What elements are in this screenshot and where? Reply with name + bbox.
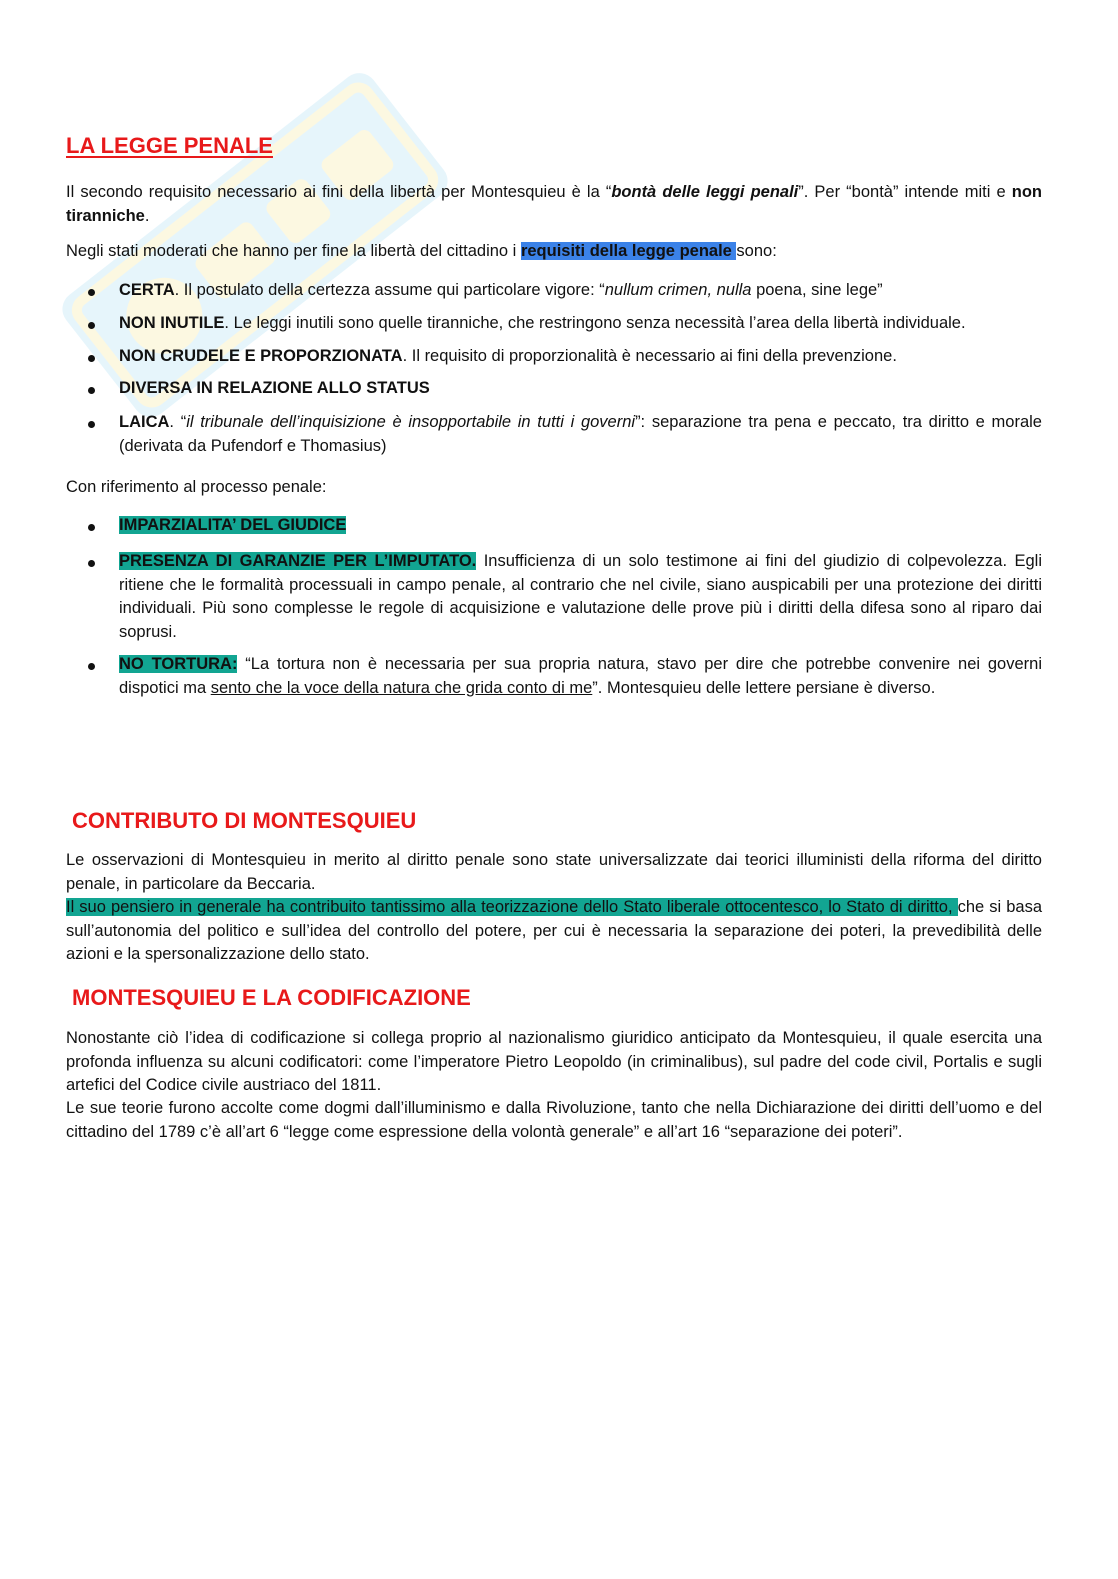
item-italic: il tribunale dell’inquisizione è insopportabile in tutti i governi (186, 413, 636, 431)
highlight-stato-diritto: Il suo pensiero in generale ha contribuito tantissimo alla teorizzazione dello Stato liberale ottocentesco, lo Stato di diritto, (66, 898, 958, 916)
item-label: LAICA (119, 413, 170, 431)
bullet-icon (88, 524, 95, 531)
text-fragment: . (144, 206, 150, 225)
highlight-label: NO TORTURA: (119, 655, 238, 673)
underlined-quote: sento che la voce della natura che grida conto di me (210, 678, 593, 697)
item-label: CERTA (119, 281, 175, 299)
bullet-icon (88, 421, 95, 428)
bold-italic-term: bontà delle leggi penali (611, 183, 799, 201)
item-text: . Il requisito di proporzionalità è necessario ai fini della prevenzione. (402, 347, 897, 365)
list-item-garanzie (66, 550, 1042, 644)
highlight-label: IMPARZIALITA’ DEL GIUDICE (119, 516, 347, 534)
section-title-codificazione: MONTESQUIEU E LA CODIFICAZIONE (72, 985, 471, 1010)
bullet-icon (88, 289, 95, 296)
list-item-imparzialita (66, 514, 1042, 538)
list-item-no-tortura (66, 653, 1042, 700)
text-fragment: sono: (736, 242, 777, 260)
paragraph-osservazioni: Le osservazioni di Montesquieu in merito al diritto penale sono state universalizzate dai teorici illuministi della riforma del diritto penale, in particolare da Beccaria. (66, 851, 1042, 893)
item-label: NON CRUDELE E PROPORZIONATA (119, 347, 403, 365)
bullet-icon (88, 355, 95, 362)
item-text: poena, sine lege” (751, 281, 883, 299)
paragraph-bonta-leggi (66, 181, 1042, 228)
item-text: ”. Montesquieu delle lettere persiane è diverso. (592, 678, 936, 697)
bullet-icon (88, 322, 95, 329)
bullet-icon (88, 663, 95, 670)
paragraph-codificazione: Nonostante ciò l’idea di codificazione si collega proprio al nazionalismo giuridico anticipato da Montesquieu, il quale esercita una profonda influenza su alcuni codificatori: come l’imperatore Pietro Leopoldo (in criminalibus), sul padre del code civil, Portalis e sugli artefici del Codice civile austriaco del 1811. (66, 1029, 1042, 1094)
bold-term: non tiranniche (66, 183, 1042, 225)
item-text: . Le leggi inutili sono quelle tiranniche, che restringono senza necessità l’area della libertà individuale. (224, 314, 966, 332)
text-fragment: Il secondo requisito necessario ai fini della libertà per Montesquieu è la “ (66, 183, 612, 201)
section-title-contributo: CONTRIBUTO DI MONTESQUIEU (72, 808, 417, 833)
paragraph-processo-intro: Con riferimento al processo penale: (66, 478, 327, 496)
item-label: NON INUTILE (119, 314, 225, 332)
item-text: . “ (169, 413, 187, 431)
highlight-requisiti: requisiti della legge penale (520, 242, 737, 260)
highlight-label: PRESENZA DI GARANZIE PER L’IMPUTATO. (119, 552, 477, 570)
list-item-status (66, 377, 1042, 401)
item-text: “La tortura non è necessaria per sua propria natura, stavo per dire che potrebbe convenire nei governi dispotici ma (119, 655, 1042, 697)
item-text: ”: separazione tra pena e peccato, tra diritto e morale (derivata da Pufendorf e Thomasius) (119, 413, 1042, 455)
text-fragment: Negli stati moderati che hanno per fine la libertà del cittadino i (66, 242, 521, 260)
bullet-icon (88, 387, 95, 394)
list-item-non-inutile (66, 312, 1042, 336)
item-text: Insufficienza di un solo testimone ai fini del giudizio di colpevolezza. Egli ritiene che le formalità processuali in campo penale, al contrario che nel civile, siano auspicabili per una protezione dei diritti individuali. Più sono complesse le regole di acquisizione e valutazione delle prove più i diritti della difesa sono al riparo dai soprusi. (119, 552, 1042, 641)
item-text: . Il postulato della certezza assume qui particolare vigore: “ (174, 281, 605, 299)
item-label: DIVERSA IN RELAZIONE ALLO STATUS (119, 379, 430, 397)
paragraph-teorie: Le sue teorie furono accolte come dogmi dall’illuminismo e dalla Rivoluzione, tanto che nella Dichiarazione dei diritti dell’uomo e del cittadino del 1789 c’è all’art 6 “legge come espressione della volontà generale” e all’art 16 “separazione dei poteri”. (66, 1099, 1042, 1141)
list-item-non-crudele (66, 345, 1042, 369)
paragraph-requisiti-intro (66, 240, 1042, 264)
text-fragment: che si basa sull’autonomia del politico e sull’idea del controllo del potere, per cui è necessaria la separazione dei poteri, la prevedibilità delle azioni e la spersonalizzazione dello stato. (66, 898, 1043, 963)
item-italic: nullum crimen, nulla (604, 281, 752, 299)
list-item-certa (66, 279, 1042, 303)
section-title-legge-penale: LA LEGGE PENALE (66, 133, 273, 158)
bullet-icon (88, 560, 95, 567)
list-item-laica (66, 411, 1042, 458)
text-fragment: ”. Per “bontà” intende miti e (798, 183, 1012, 201)
paragraph-pensiero (66, 896, 1042, 967)
